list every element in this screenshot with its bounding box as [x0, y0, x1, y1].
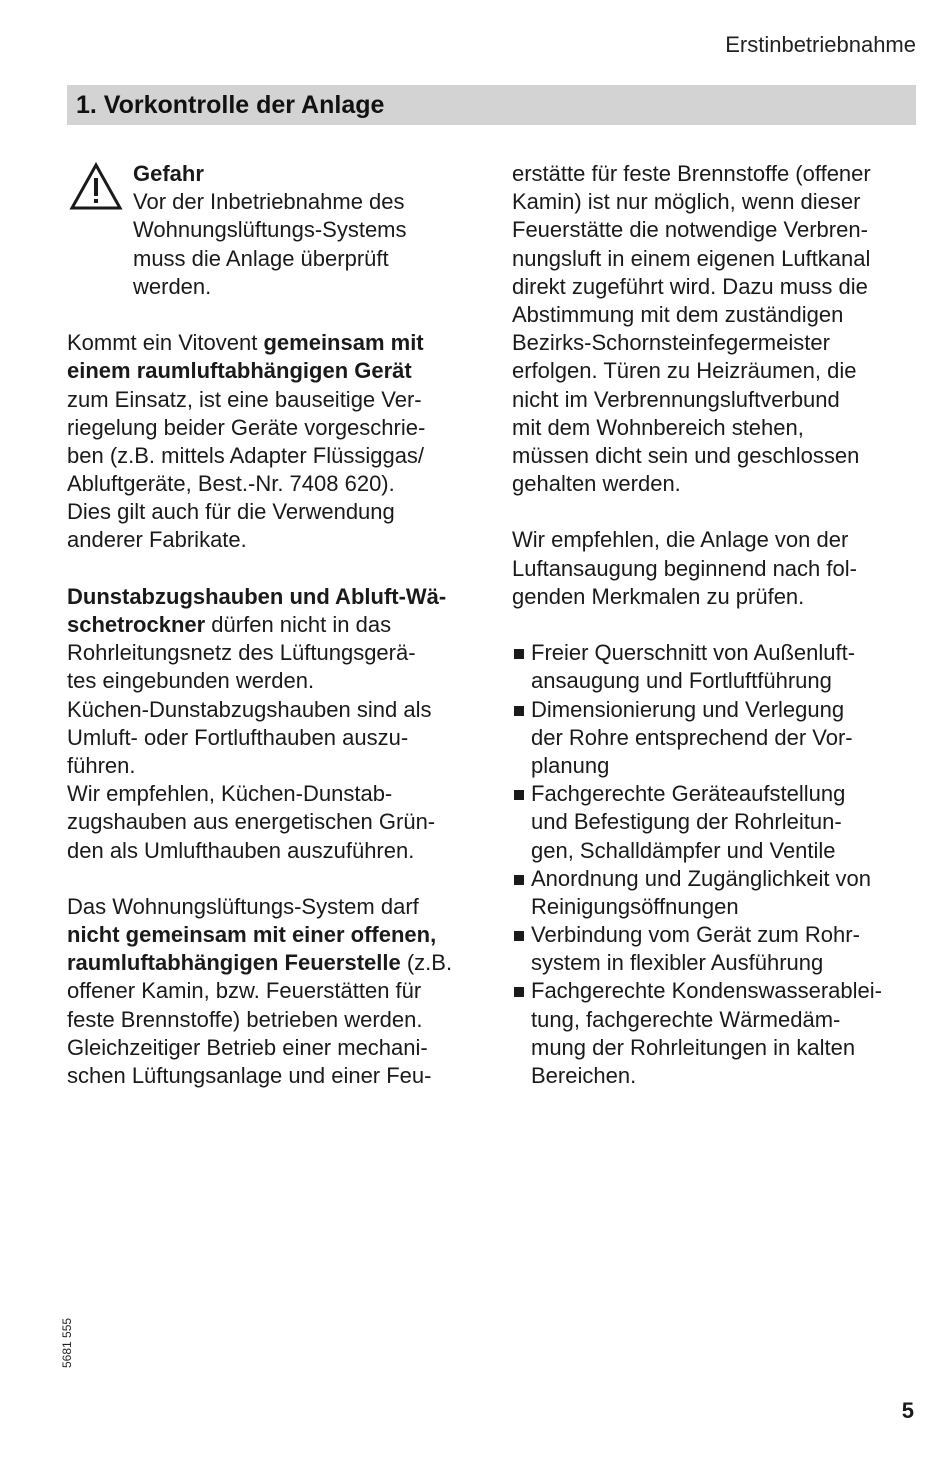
text-line [67, 470, 477, 498]
text-line [67, 1034, 477, 1062]
text-line: Luftansaugung beginnend nach fol- [512, 555, 857, 581]
text-run: (z.B. [400, 950, 453, 976]
paragraph-gap [67, 865, 477, 893]
square-bullet-icon [514, 931, 524, 941]
square-bullet-icon [514, 987, 524, 997]
checklist-text: Dimensionierung und Verlegung [531, 696, 845, 722]
warning-line: werden. [133, 273, 212, 299]
text-line [67, 808, 477, 836]
text-run: Dies gilt auch für die Verwendung [67, 499, 395, 525]
text-run: schen Lüftungsanlage und einer Feu- [67, 1063, 432, 1088]
text-line: Feuerstätte die notwendige Verbren- [512, 217, 868, 243]
checklist-text: system in flexibler Ausführung [531, 950, 824, 976]
text-line [67, 357, 477, 385]
text-line: genden Merkmalen zu prüfen. [512, 583, 805, 609]
paragraph-gap [67, 555, 477, 583]
checklist-line [512, 837, 922, 865]
paragraph-gap [512, 498, 922, 526]
checklist-line [512, 639, 922, 667]
checklist-line [512, 1034, 922, 1062]
paragraph [67, 329, 477, 555]
checklist-item [512, 977, 922, 1090]
warning-line: Wohnungslüftungs-Systems [133, 217, 407, 243]
text-run: zugshauben aus energetischen Grün- [67, 809, 436, 835]
checklist-line [512, 865, 922, 893]
page-number: 5 [901, 1398, 914, 1423]
checklist-text: mung der Rohrleitungen in kalten [531, 1034, 856, 1060]
text-line: müssen dicht sein und geschlossen [512, 442, 860, 468]
text-line [67, 1006, 477, 1034]
checklist-line [512, 1006, 922, 1034]
text-run: riegelung beider Geräte vorgeschrie- [67, 414, 426, 440]
text-line [67, 526, 477, 554]
text-line [67, 977, 477, 1005]
bold-text: gemeinsam mit [263, 330, 424, 356]
bold-text: Dunstabzugshauben und Abluft-Wä- [67, 583, 447, 609]
checklist-line [512, 949, 922, 977]
checklist-line [512, 667, 922, 695]
text-run: Küchen-Dunstabzugshauben sind als [67, 696, 432, 722]
document-number: 5681 555 [60, 1317, 74, 1368]
text-line: Wir empfehlen, die Anlage von der [512, 527, 849, 553]
text-run: Rohrleitungsnetz des Lüftungsgerä- [67, 640, 416, 666]
text-run: führen. [67, 752, 136, 778]
checklist [512, 639, 922, 1090]
text-line [67, 329, 477, 357]
right-column [512, 160, 922, 1090]
text-line [67, 414, 477, 442]
square-bullet-icon [514, 790, 524, 800]
checklist-text: und Befestigung der Rohrleitun- [531, 809, 842, 835]
right-body-text [512, 160, 922, 611]
bold-text: raumluftabhängigen Feuerstelle [67, 950, 401, 976]
text-run: Abluftgeräte, Best.-Nr. 7408 620). [67, 471, 395, 497]
checklist-text: Bereichen. [531, 1063, 637, 1088]
checklist-line [512, 921, 922, 949]
text-line: gehalten werden. [512, 471, 681, 497]
warning-triangle-icon [69, 162, 123, 212]
text-line [67, 639, 477, 667]
running-header: Erstinbetriebnahme [725, 32, 916, 57]
checklist-text: planung [531, 752, 610, 778]
checklist-line [512, 724, 922, 752]
checklist-line [512, 696, 922, 724]
checklist-text: der Rohre entsprechend der Vor- [531, 724, 853, 750]
text-line [67, 949, 477, 977]
text-line [67, 583, 477, 611]
checklist-text: Verbindung vom Gerät zum Rohr- [531, 922, 860, 948]
danger-warning [67, 160, 477, 301]
checklist-text: Reinigungsöffnungen [531, 893, 739, 919]
text-run: Das Wohnungslüftungs-System darf [67, 893, 419, 919]
bold-text: nicht gemeinsam mit einer offenen, [67, 922, 437, 948]
text-line [67, 921, 477, 949]
left-column [67, 160, 477, 1090]
text-run: tes eingebunden werden. [67, 668, 315, 694]
checklist-line [512, 808, 922, 836]
checklist-line [512, 1062, 922, 1090]
paragraph [67, 583, 477, 865]
text-run: ben (z.B. mittels Adapter Flüssiggas/ [67, 442, 425, 468]
text-line: Abstimmung mit dem zuständigen [512, 301, 844, 327]
warning-text [133, 188, 477, 301]
checklist-item [512, 696, 922, 781]
text-line: erstätte für feste Brennstoffe (offener [512, 161, 871, 186]
text-line [67, 780, 477, 808]
text-line [67, 386, 477, 414]
paragraph [67, 893, 477, 1090]
checklist-text: gen, Schalldämpfer und Ventile [531, 837, 836, 863]
checklist-item [512, 639, 922, 695]
text-line: Bezirks-Schornsteinfegermeister [512, 330, 830, 356]
checklist-text: Freier Querschnitt von Außenluft- [531, 640, 856, 666]
checklist-item [512, 865, 922, 921]
text-line: nicht im Verbrennungsluftverbund [512, 386, 840, 412]
bold-text: schetrockner [67, 612, 206, 637]
text-line [67, 442, 477, 470]
text-run: zum Einsatz, ist eine bauseitige Ver- [67, 386, 422, 412]
text-run: offener Kamin, bzw. Feuerstätten für [67, 978, 422, 1004]
checklist-text: ansaugung und Fortluftführung [531, 668, 832, 694]
text-run: Gleichzeitiger Betrieb einer mechani- [67, 1034, 428, 1060]
checklist-item [512, 921, 922, 977]
text-run: Kommt ein Vitovent [67, 330, 264, 356]
text-run: den als Umlufthauben auszuführen. [67, 837, 415, 863]
text-line [67, 1062, 477, 1090]
square-bullet-icon [514, 875, 524, 885]
text-line [67, 724, 477, 752]
left-body-text [67, 329, 477, 1090]
checklist-text: Fachgerechte Geräteaufstellung [531, 781, 846, 807]
text-line [67, 893, 477, 921]
warning-line: muss die Anlage überprüft [133, 245, 389, 271]
square-bullet-icon [514, 706, 524, 716]
text-line [67, 696, 477, 724]
text-line [67, 498, 477, 526]
text-line [67, 837, 477, 865]
paragraph [512, 526, 922, 611]
paragraph [512, 160, 922, 498]
text-line: erfolgen. Türen zu Heizräumen, die [512, 358, 857, 384]
text-run: Umluft- oder Fortlufthauben auszu- [67, 724, 409, 750]
checklist-line [512, 977, 922, 1005]
text-line: direkt zugeführt wird. Dazu muss die [512, 273, 868, 299]
text-line [67, 752, 477, 780]
checklist-line [512, 893, 922, 921]
checklist-text: Anordnung und Zugänglichkeit von [531, 865, 872, 891]
checklist-item [512, 780, 922, 865]
checklist-line [512, 752, 922, 780]
section-title: 1. Vorkontrolle der Anlage [67, 85, 916, 125]
checklist-text: Fachgerechte Kondenswasserablei- [531, 978, 882, 1004]
text-line: mit dem Wohnbereich stehen, [512, 414, 804, 440]
text-run: Wir empfehlen, Küchen-Dunstab- [67, 781, 393, 807]
text-line [67, 611, 477, 639]
text-run: feste Brennstoffe) betrieben werden. [67, 1006, 423, 1032]
checklist-text: tung, fachgerechte Wärmedäm- [531, 1006, 841, 1032]
text-line [67, 667, 477, 695]
bold-text: einem raumluftabhängigen Gerät [67, 358, 412, 384]
warning-title: Gefahr [133, 161, 204, 186]
checklist-line [512, 780, 922, 808]
warning-line: Vor der Inbetriebnahme des [133, 189, 405, 215]
text-line: nungsluft in einem eigenen Luftkanal [512, 245, 871, 271]
square-bullet-icon [514, 649, 524, 659]
text-run: dürfen nicht in das [205, 612, 392, 637]
text-line: Kamin) ist nur möglich, wenn dieser [512, 189, 861, 215]
text-run: anderer Fabrikate. [67, 527, 247, 553]
